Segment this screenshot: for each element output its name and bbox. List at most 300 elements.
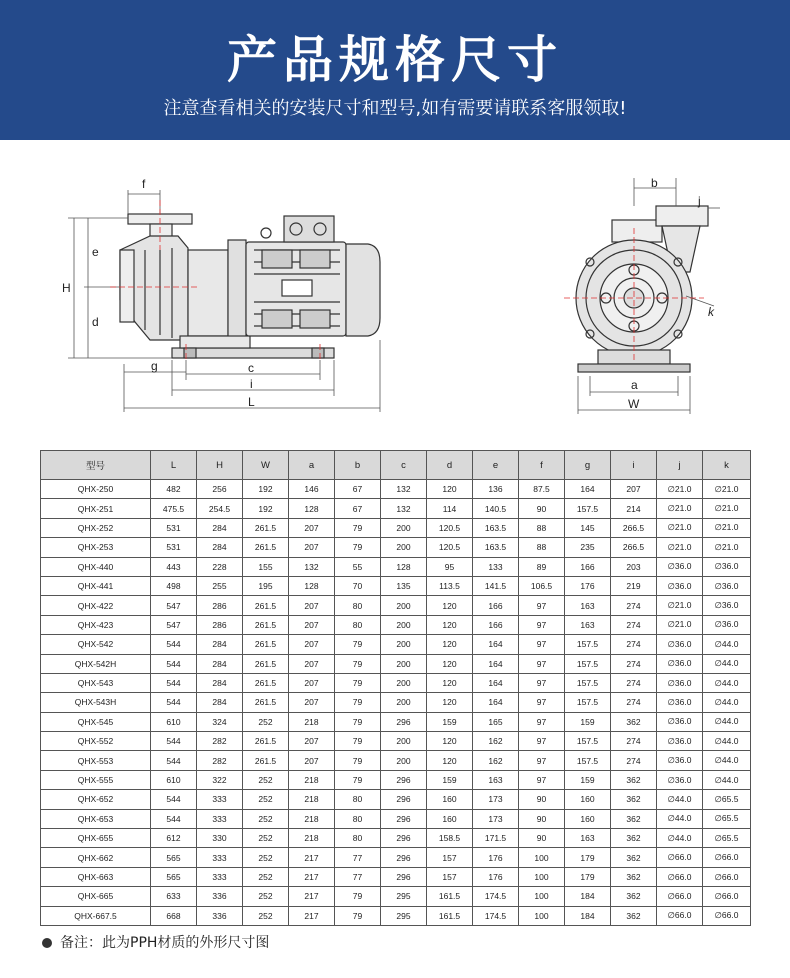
value-cell: ∅66.0 [657,887,703,906]
value-cell: 544 [151,732,197,751]
value-cell: 97 [519,770,565,789]
value-cell: 136 [473,480,519,499]
value-cell: ∅36.0 [703,615,751,634]
value-cell: 135 [381,576,427,595]
value-cell: 100 [519,867,565,886]
value-cell: 159 [565,712,611,731]
value-cell: 610 [151,712,197,731]
value-cell: 475.5 [151,499,197,518]
value-cell: 336 [197,906,243,925]
table-row [41,596,751,615]
table-row [41,557,751,576]
value-cell: 157.5 [565,693,611,712]
value-cell: 217 [289,887,335,906]
table-header-row [41,451,751,480]
value-cell: 612 [151,829,197,848]
value-cell: 200 [381,635,427,654]
label-i: i [250,377,253,391]
value-cell: 217 [289,867,335,886]
value-cell: 140.5 [473,499,519,518]
value-cell: 120 [427,635,473,654]
value-cell: 274 [611,596,657,615]
value-cell: 164 [473,654,519,673]
value-cell: 333 [197,867,243,886]
table-row [41,518,751,537]
value-cell: ∅44.0 [703,732,751,751]
table-row [41,693,751,712]
value-cell: 261.5 [243,518,289,537]
value-cell: 164 [473,693,519,712]
value-cell: 214 [611,499,657,518]
value-cell: 207 [289,518,335,537]
note-text: 备注：此为PPH材质的外形尺寸图 [60,935,270,951]
value-cell: 218 [289,712,335,731]
value-cell: 120 [427,596,473,615]
table-row [41,654,751,673]
value-cell: 362 [611,848,657,867]
value-cell: ∅36.0 [703,557,751,576]
value-cell: 163 [565,615,611,634]
value-cell: 79 [335,770,381,789]
label-j: j [698,194,701,208]
value-cell: 207 [289,732,335,751]
value-cell: 161.5 [427,887,473,906]
value-cell: ∅21.0 [657,518,703,537]
value-cell: 97 [519,693,565,712]
value-cell: 252 [243,829,289,848]
value-cell: 97 [519,615,565,634]
value-cell: ∅36.0 [657,712,703,731]
table-row [41,770,751,789]
value-cell: 163.5 [473,518,519,537]
value-cell: 336 [197,887,243,906]
value-cell: 261.5 [243,654,289,673]
model-cell: QHX-653 [41,809,151,828]
value-cell: 207 [289,538,335,557]
value-cell: 565 [151,848,197,867]
value-cell: ∅36.0 [657,732,703,751]
column-header: d [427,451,473,480]
value-cell: 174.5 [473,887,519,906]
value-cell: 192 [243,480,289,499]
bullet-icon [42,938,52,948]
value-cell: 77 [335,867,381,886]
value-cell: 362 [611,887,657,906]
value-cell: 207 [289,751,335,770]
value-cell: 79 [335,751,381,770]
value-cell: 296 [381,790,427,809]
value-cell: 284 [197,654,243,673]
value-cell: ∅66.0 [703,867,751,886]
value-cell: 157 [427,867,473,886]
value-cell: 79 [335,887,381,906]
label-h: H [62,281,71,295]
value-cell: 544 [151,673,197,692]
table-row [41,732,751,751]
value-cell: ∅21.0 [657,596,703,615]
value-cell: 284 [197,518,243,537]
value-cell: 531 [151,518,197,537]
value-cell: 79 [335,732,381,751]
column-header: c [381,451,427,480]
value-cell: 296 [381,848,427,867]
value-cell: 163 [565,829,611,848]
value-cell: 165 [473,712,519,731]
value-cell: 296 [381,829,427,848]
value-cell: ∅36.0 [657,770,703,789]
value-cell: 274 [611,751,657,770]
value-cell: 274 [611,635,657,654]
value-cell: 145 [565,518,611,537]
value-cell: 97 [519,673,565,692]
value-cell: ∅44.0 [657,790,703,809]
value-cell: 87.5 [519,480,565,499]
value-cell: 80 [335,596,381,615]
value-cell: 610 [151,770,197,789]
label-c: c [248,361,254,375]
value-cell: 173 [473,809,519,828]
table-row [41,848,751,867]
value-cell: 90 [519,809,565,828]
value-cell: 295 [381,906,427,925]
value-cell: 97 [519,751,565,770]
value-cell: 443 [151,557,197,576]
value-cell: 173 [473,790,519,809]
column-header: a [289,451,335,480]
value-cell: 164 [473,635,519,654]
value-cell: 70 [335,576,381,595]
value-cell: 157 [427,848,473,867]
value-cell: 362 [611,829,657,848]
value-cell: 207 [289,635,335,654]
label-k: k [708,305,714,319]
value-cell: ∅21.0 [703,480,751,499]
value-cell: 157.5 [565,499,611,518]
value-cell: 200 [381,538,427,557]
value-cell: 322 [197,770,243,789]
value-cell: 120 [427,480,473,499]
value-cell: 97 [519,596,565,615]
value-cell: ∅65.5 [703,790,751,809]
value-cell: 219 [611,576,657,595]
value-cell: 159 [565,770,611,789]
front-view-drawing [576,178,720,414]
model-cell: QHX-662 [41,848,151,867]
value-cell: 544 [151,790,197,809]
model-cell: QHX-251 [41,499,151,518]
model-cell: QHX-252 [41,518,151,537]
value-cell: 195 [243,576,289,595]
value-cell: 160 [427,790,473,809]
table-row [41,538,751,557]
value-cell: 80 [335,615,381,634]
value-cell: 254.5 [197,499,243,518]
value-cell: 284 [197,673,243,692]
value-cell: 200 [381,615,427,634]
model-cell: QHX-543 [41,673,151,692]
value-cell: 90 [519,790,565,809]
value-cell: 547 [151,596,197,615]
value-cell: 164 [565,480,611,499]
value-cell: 162 [473,751,519,770]
value-cell: 333 [197,848,243,867]
value-cell: 166 [473,596,519,615]
value-cell: 544 [151,751,197,770]
value-cell: ∅65.5 [703,829,751,848]
label-b: b [651,176,658,190]
value-cell: 200 [381,732,427,751]
value-cell: 218 [289,829,335,848]
value-cell: 163.5 [473,538,519,557]
column-header: H [197,451,243,480]
value-cell: 176 [565,576,611,595]
table-row [41,809,751,828]
value-cell: 157.5 [565,654,611,673]
model-cell: QHX-667.5 [41,906,151,925]
value-cell: 274 [611,673,657,692]
value-cell: 217 [289,906,335,925]
value-cell: 362 [611,809,657,828]
value-cell: 252 [243,887,289,906]
value-cell: ∅44.0 [703,673,751,692]
column-header: 型号 [41,451,151,480]
value-cell: 274 [611,693,657,712]
value-cell: 120 [427,732,473,751]
model-cell: QHX-665 [41,887,151,906]
value-cell: 160 [427,809,473,828]
table-row [41,615,751,634]
value-cell: 176 [473,867,519,886]
value-cell: ∅36.0 [657,576,703,595]
column-header: W [243,451,289,480]
label-a: a [631,378,638,392]
table-row [41,790,751,809]
value-cell: 120.5 [427,538,473,557]
value-cell: 203 [611,557,657,576]
value-cell: 88 [519,518,565,537]
value-cell: 120 [427,751,473,770]
value-cell: 79 [335,654,381,673]
value-cell: 67 [335,499,381,518]
model-cell: QHX-441 [41,576,151,595]
table-row [41,751,751,770]
value-cell: 155 [243,557,289,576]
value-cell: 200 [381,518,427,537]
model-cell: QHX-552 [41,732,151,751]
value-cell: 218 [289,809,335,828]
column-header: j [657,451,703,480]
value-cell: 79 [335,693,381,712]
table-row [41,712,751,731]
value-cell: 67 [335,480,381,499]
value-cell: 252 [243,790,289,809]
value-cell: 296 [381,809,427,828]
label-g: g [151,359,158,373]
value-cell: 120 [427,673,473,692]
value-cell: ∅21.0 [703,518,751,537]
value-cell: 565 [151,867,197,886]
value-cell: 218 [289,770,335,789]
value-cell: 157.5 [565,751,611,770]
value-cell: 544 [151,654,197,673]
value-cell: 88 [519,538,565,557]
value-cell: 97 [519,635,565,654]
value-cell: 132 [381,499,427,518]
value-cell: ∅36.0 [657,693,703,712]
table-row [41,887,751,906]
value-cell: 192 [243,499,289,518]
value-cell: 128 [381,557,427,576]
value-cell: 79 [335,673,381,692]
model-cell: QHX-543H [41,693,151,712]
table-row [41,635,751,654]
value-cell: 163 [473,770,519,789]
value-cell: 261.5 [243,751,289,770]
value-cell: ∅66.0 [657,906,703,925]
value-cell: 207 [289,654,335,673]
value-cell: 218 [289,790,335,809]
value-cell: 128 [289,576,335,595]
value-cell: 200 [381,751,427,770]
value-cell: 266.5 [611,538,657,557]
value-cell: 256 [197,480,243,499]
value-cell: 261.5 [243,673,289,692]
value-cell: ∅21.0 [703,538,751,557]
value-cell: ∅21.0 [657,615,703,634]
value-cell: 547 [151,615,197,634]
value-cell: 141.5 [473,576,519,595]
value-cell: 295 [381,887,427,906]
model-cell: QHX-553 [41,751,151,770]
value-cell: ∅66.0 [657,867,703,886]
value-cell: ∅21.0 [657,480,703,499]
value-cell: 668 [151,906,197,925]
value-cell: ∅44.0 [703,693,751,712]
value-cell: 286 [197,596,243,615]
value-cell: ∅36.0 [703,596,751,615]
value-cell: 362 [611,712,657,731]
value-cell: 159 [427,770,473,789]
value-cell: 324 [197,712,243,731]
value-cell: 362 [611,906,657,925]
value-cell: 261.5 [243,732,289,751]
value-cell: ∅66.0 [703,848,751,867]
value-cell: 261.5 [243,693,289,712]
value-cell: 296 [381,712,427,731]
label-d: d [92,315,99,329]
value-cell: 157.5 [565,732,611,751]
table-row [41,576,751,595]
column-header: f [519,451,565,480]
value-cell: 80 [335,790,381,809]
value-cell: 282 [197,732,243,751]
value-cell: 77 [335,848,381,867]
value-cell: ∅36.0 [657,557,703,576]
value-cell: 106.5 [519,576,565,595]
model-cell: QHX-652 [41,790,151,809]
table-row [41,906,751,925]
value-cell: 114 [427,499,473,518]
value-cell: 207 [289,693,335,712]
value-cell: 266.5 [611,518,657,537]
value-cell: 252 [243,712,289,731]
value-cell: 261.5 [243,596,289,615]
value-cell: ∅21.0 [703,499,751,518]
model-cell: QHX-555 [41,770,151,789]
value-cell: 158.5 [427,829,473,848]
value-cell: 252 [243,906,289,925]
value-cell: 362 [611,770,657,789]
value-cell: 162 [473,732,519,751]
page-title: 产品规格尺寸 [227,31,563,89]
value-cell: 157.5 [565,673,611,692]
value-cell: ∅36.0 [657,635,703,654]
value-cell: ∅66.0 [703,887,751,906]
value-cell: ∅44.0 [657,829,703,848]
value-cell: 176 [473,848,519,867]
value-cell: 79 [335,712,381,731]
value-cell: 498 [151,576,197,595]
value-cell: 89 [519,557,565,576]
value-cell: 531 [151,538,197,557]
page-subtitle: 注意查看相关的安装尺寸和型号,如有需要请联系客服领取! [163,98,627,119]
value-cell: 235 [565,538,611,557]
value-cell: 132 [381,480,427,499]
column-header: k [703,451,751,480]
value-cell: 252 [243,848,289,867]
value-cell: 274 [611,654,657,673]
value-cell: 284 [197,693,243,712]
value-cell: 90 [519,499,565,518]
value-cell: 80 [335,809,381,828]
value-cell: 274 [611,732,657,751]
model-cell: QHX-440 [41,557,151,576]
value-cell: ∅36.0 [657,751,703,770]
value-cell: ∅44.0 [703,751,751,770]
value-cell: 120 [427,615,473,634]
value-cell: 184 [565,887,611,906]
value-cell: 296 [381,770,427,789]
model-cell: QHX-422 [41,596,151,615]
column-header: b [335,451,381,480]
value-cell: 97 [519,732,565,751]
value-cell: 274 [611,615,657,634]
value-cell: 133 [473,557,519,576]
value-cell: ∅65.5 [703,809,751,828]
value-cell: 482 [151,480,197,499]
value-cell: 284 [197,635,243,654]
table-row [41,480,751,499]
spec-table [40,450,751,926]
value-cell: 120 [427,693,473,712]
value-cell: 286 [197,615,243,634]
side-view-drawing [68,190,380,412]
value-cell: 333 [197,790,243,809]
value-cell: 160 [565,790,611,809]
value-cell: 333 [197,809,243,828]
table-row [41,499,751,518]
value-cell: 362 [611,867,657,886]
value-cell: 128 [289,499,335,518]
value-cell: ∅21.0 [657,538,703,557]
value-cell: 217 [289,848,335,867]
column-header: e [473,451,519,480]
value-cell: 544 [151,693,197,712]
value-cell: 544 [151,635,197,654]
value-cell: 132 [289,557,335,576]
value-cell: 113.5 [427,576,473,595]
value-cell: 100 [519,906,565,925]
